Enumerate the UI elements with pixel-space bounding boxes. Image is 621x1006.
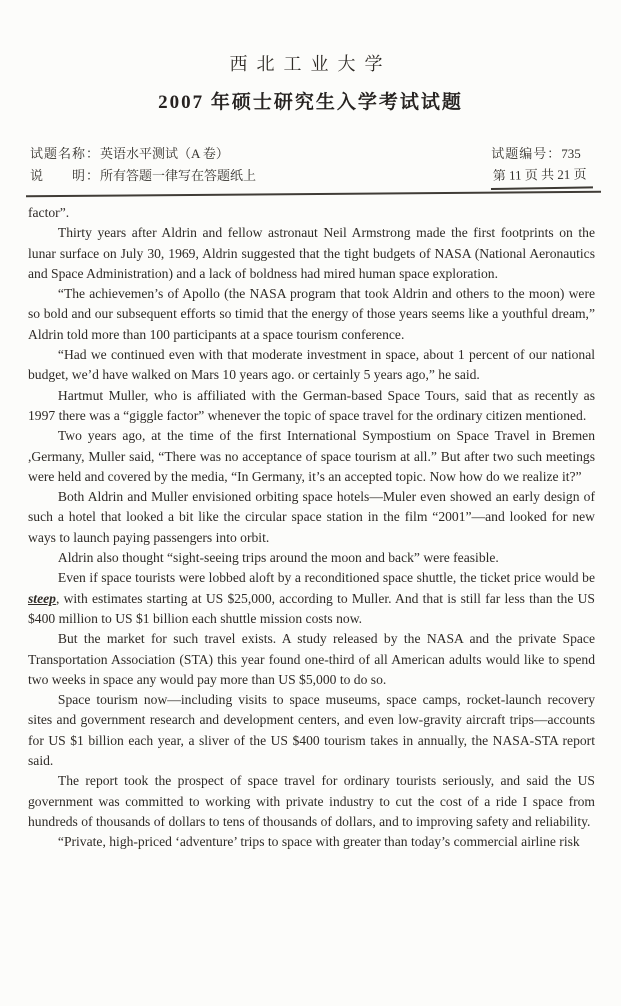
exam-info-left (30, 143, 256, 187)
exam-number-label: 试题编号： (491, 146, 562, 161)
exam-note-row (30, 165, 256, 187)
exam-number-row (491, 143, 593, 165)
exam-info-right (491, 143, 593, 190)
paragraph-text: Two years ago, at the time of the first International Sympostium on Space Travel in Bremen ,Germany, Muller said, “There was no acceptance of space tourism at all.” But after two such meetings were held and covered by the media, “In Germany, it’s an accepted topic. Now how do we realize it?” (28, 428, 595, 484)
paragraph (28, 203, 595, 223)
paragraph-text: “Private, high-priced ‘adventure’ trips to space with greater than today’s commercial airline risk (57, 834, 580, 850)
paragraph-text: Thirty years after Aldrin and fellow astronaut Neil Armstrong made the first footprints on the lunar surface on July 30, 1969, Aldrin suggested that the tight budgets of NASA (National Aeronautics and Space Administration) and a lack of boldness had mired human space exploration. (28, 225, 595, 281)
exam-note-value: 所有答题一律写在答题纸上 (100, 168, 257, 183)
paragraph-text: Space tourism now—including visits to space museums, space camps, rocket-launch recovery sites and government research and development centers, and even low-gravity aircraft trips—accounts for US $1 billion each year, a sliver of the US $400 tourism takes in annually, the NASA-STA report said. (28, 692, 595, 769)
exam-name-value: 英语水平测试（A 卷） (100, 146, 229, 161)
emphasized-text: steep (28, 590, 56, 606)
paragraph (28, 487, 595, 548)
paragraph (28, 629, 595, 690)
paragraph-text: “Had we continued even with that moderate investment in space, about 1 percent of our national budget, we’d have walked on Mars 10 years ago. or certainly 5 years ago,” he said. (28, 347, 595, 383)
page-indicator: 第 11 页 共 21 页 (491, 163, 593, 190)
exam-number-value: 735 (561, 146, 581, 161)
paragraph (28, 690, 595, 771)
paragraph-text: factor”. (28, 205, 70, 220)
paragraph (28, 771, 595, 832)
paragraph-text: , with estimates starting at US $25,000, according to Muller. And that is still far less than the US $400 million to US $1 billion each shuttle mission costs now. (28, 590, 595, 626)
paragraph-text: Hartmut Muller, who is affiliated with the German-based Space Tours, said that as recently as 1997 there was a “giggle factor” whenever the topic of space travel for the ordinary citizen mentioned. (28, 387, 595, 423)
paragraph-text: Aldrin also thought “sight-seeing trips around the moon and back” were feasible. (57, 550, 499, 566)
page-header (0, 0, 621, 114)
paragraph-text: The report took the prospect of space travel for ordinary tourists seriously, and said the US government was committed to working with private industry to cut the cost of a ride I space from hundreds of thousands of dollars to tens of thousands of dollars, and to improving safety and reliability. (28, 773, 595, 829)
exam-title: 2007 年硕士研究生入学考试试题 (158, 92, 463, 113)
paragraph-text: “The achievemen’s of Apollo (the NASA program that took Aldrin and others to the moon) were so bold and our subsequent efforts so timid that the energy of those years seems like a youthful dream,” Aldrin told more than 100 participants at a space tourism conference. (28, 286, 595, 342)
paragraph (28, 832, 595, 852)
paragraph (28, 548, 595, 568)
paragraph (28, 345, 595, 386)
paragraph (28, 284, 595, 345)
header-divider (26, 191, 601, 198)
exam-info-table (30, 143, 593, 190)
paragraph-text: Even if space tourists were lobbed aloft by a reconditioned space shuttle, the ticket price would be (57, 570, 595, 586)
paragraph-text: But the market for such travel exists. A study released by the NASA and the private Space Transportation Association (STA) this year found one-third of all American adults would like to spend two weeks in space any would pay more than US $5,000 to do so. (28, 631, 595, 687)
paragraph (28, 386, 595, 427)
paragraph (28, 426, 595, 487)
paragraph (28, 568, 595, 629)
exam-name-label: 试题名称： (30, 146, 101, 161)
university-name: 西北工业大学 (229, 54, 392, 74)
exam-name-row (30, 143, 256, 165)
passage (28, 203, 595, 853)
exam-note-label: 说 明： (30, 168, 101, 183)
paragraph-text: Both Aldrin and Muller envisioned orbiting space hotels—Muler even showed an early design of such a hotel that looked a bit like the circular space station in the film “2001”—and looked for new ways to launch paying passengers into orbit. (28, 489, 595, 545)
paragraph (28, 223, 595, 284)
